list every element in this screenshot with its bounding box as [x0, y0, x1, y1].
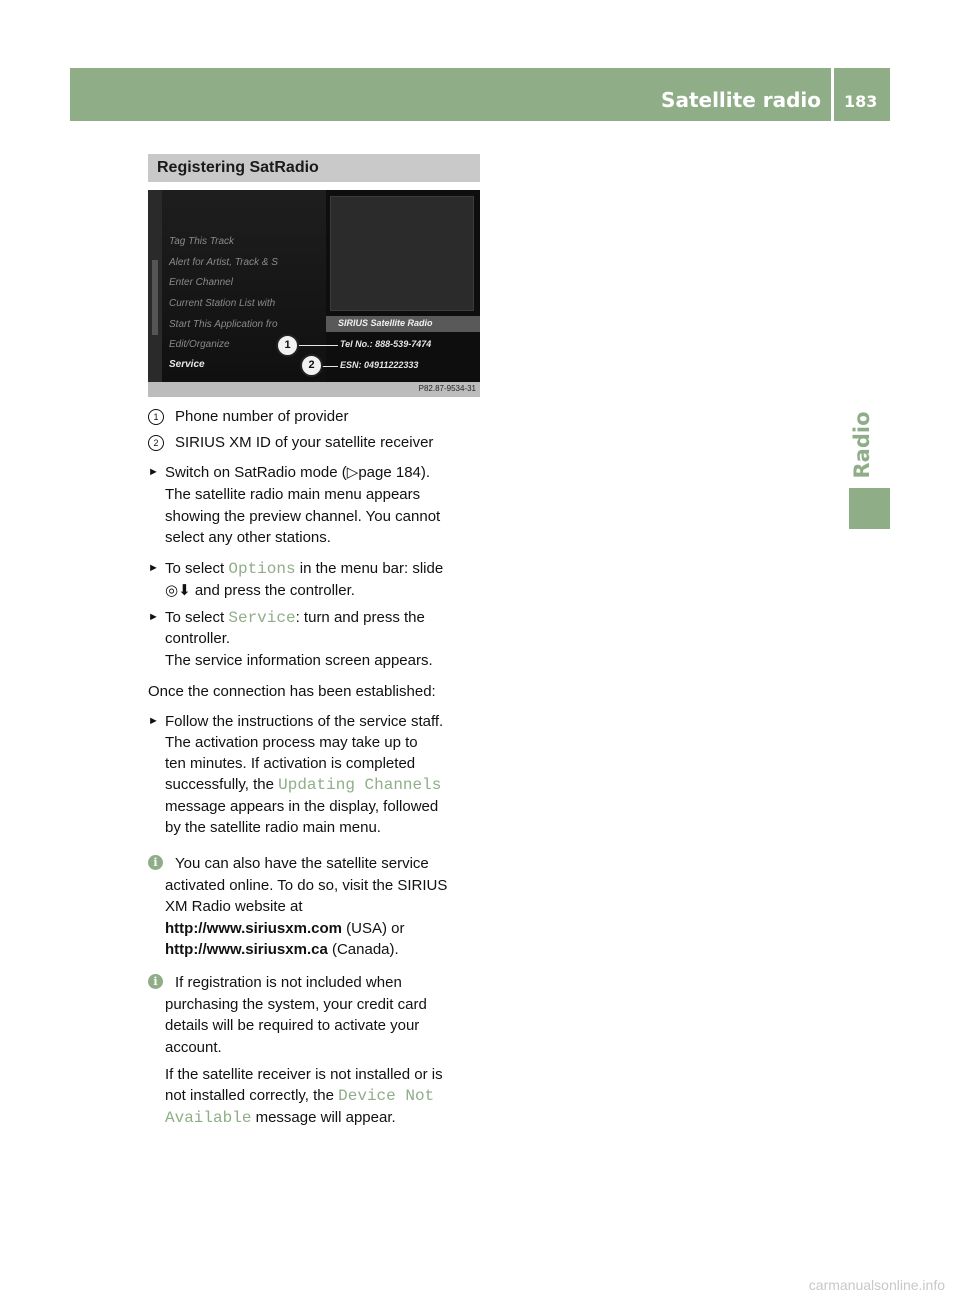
header-divider — [831, 68, 834, 121]
step-1-line-3: showing the preview channel. You cannot — [165, 508, 441, 525]
step-3-text: To select — [165, 609, 229, 626]
siriusxm-usa-link[interactable]: http://www.siriusxm.com — [165, 920, 342, 937]
step-arrow-icon: ► — [148, 611, 159, 623]
step-4-line-3: ten minutes. If activation is completed — [165, 755, 416, 772]
info-1-line-2: activated online. To do so, visit the SIRIUS — [165, 877, 448, 894]
step-4-text: successfully, the — [165, 776, 279, 793]
step-3-text-b: : turn and press the — [295, 609, 425, 626]
info-icon: i — [148, 855, 163, 870]
watermark: carmanualsonline.info — [808, 1277, 945, 1293]
screen-menu-item: Current Station List with — [169, 298, 276, 309]
step-2-text-b: in the menu bar: slide — [295, 560, 444, 577]
screen-menu-item-selected: Service — [169, 359, 205, 370]
info-1-line-5 — [165, 939, 399, 960]
info-2-line-4: account. — [165, 1039, 222, 1056]
legend-mark-2: 2 — [148, 435, 164, 451]
section-title: Registering SatRadio — [157, 159, 319, 176]
page-ref-arrow-icon: ▷ — [346, 464, 359, 481]
info-2-line-3: details will be required to activate your — [165, 1017, 420, 1034]
step-4-line-2: The activation process may take up to — [165, 734, 418, 751]
info-2-text-b: message will appear. — [251, 1109, 396, 1126]
connection-paragraph: Once the connection has been established: — [148, 683, 436, 700]
side-tab-marker — [849, 488, 890, 529]
device-not-term: Device Not — [338, 1087, 435, 1105]
step-1-text: Switch on SatRadio mode ( — [165, 464, 347, 481]
step-2-line-2 — [165, 580, 355, 601]
info-1-text: (USA) or — [341, 920, 405, 937]
screen-scroll-indicator — [152, 260, 158, 335]
info-1-line-3: XM Radio website at — [165, 898, 303, 915]
info-1-text-b: (Canada). — [327, 941, 399, 958]
screen-callout-2: 2 — [300, 354, 323, 377]
step-1-line-1 — [165, 462, 430, 483]
info-icon: i — [148, 974, 163, 989]
step-4-line-4 — [165, 774, 441, 796]
step-4-line-1: Follow the instructions of the service staff. — [165, 713, 444, 730]
info-2-line-1: If registration is not included when — [175, 974, 402, 991]
step-3-line-1 — [165, 607, 425, 629]
screen-menu-item: Alert for Artist, Track & S — [169, 257, 278, 268]
siriusxm-canada-link[interactable]: http://www.siriusxm.ca — [165, 941, 328, 958]
screen-menu-item: Edit/Organize — [169, 339, 230, 350]
page-header-bar — [70, 68, 890, 121]
step-1-line-4: select any other stations. — [165, 529, 331, 546]
side-chapter-label — [842, 410, 882, 480]
step-arrow-icon: ► — [148, 466, 159, 478]
callout-leader-2 — [322, 366, 338, 367]
service-menu-term: Service — [228, 609, 296, 627]
legend-item-2: SIRIUS XM ID of your satellite receiver — [175, 434, 434, 451]
screen-caption-bar — [148, 382, 480, 397]
screen-menu-item: Enter Channel — [169, 277, 233, 288]
updating-channels-term: Updating Channels — [278, 776, 442, 794]
info-1-line-1: You can also have the satellite service — [175, 855, 429, 872]
info-1-line-4 — [165, 918, 404, 939]
step-2-text: To select — [165, 560, 229, 577]
controller-icon: ◎⬇ — [165, 582, 191, 599]
screen-info-title: SIRIUS Satellite Radio — [338, 318, 433, 328]
page-number: 183 — [844, 92, 878, 111]
screen-preview-panel — [330, 196, 474, 311]
step-2-line-1 — [165, 558, 443, 580]
display-screenshot — [148, 190, 480, 397]
step-3-line-2: controller. — [165, 630, 231, 647]
step-1-page-ref[interactable]: page 184). — [358, 464, 431, 481]
figure-id: P82.87-9534-31 — [418, 384, 476, 393]
chapter-title: Satellite radio — [661, 88, 821, 112]
legend-item-1: Phone number of provider — [175, 408, 349, 425]
callout-leader-1 — [298, 345, 338, 346]
screen-tel-number: Tel No.: 888-539-7474 — [340, 339, 432, 349]
step-2-text-c: and press the controller. — [190, 582, 355, 599]
step-4-line-5: message appears in the display, followed — [165, 798, 439, 815]
screen-menu-item: Tag This Track — [169, 236, 235, 247]
screen-menu-item: Start This Application fro — [169, 319, 278, 330]
step-arrow-icon: ► — [148, 715, 159, 727]
info-2-line-5: If the satellite receiver is not installed or is — [165, 1066, 443, 1083]
info-2-line-6 — [165, 1085, 434, 1107]
info-2-line-2: purchasing the system, your credit card — [165, 996, 427, 1013]
legend-mark-1: 1 — [148, 409, 164, 425]
info-2-text: not installed correctly, the — [165, 1087, 339, 1104]
options-menu-term: Options — [228, 560, 296, 578]
screen-esn-number: ESN: 04911222333 — [340, 360, 419, 370]
section-header — [148, 154, 480, 182]
screen-info-header — [326, 316, 480, 332]
step-4-line-6: by the satellite radio main menu. — [165, 819, 381, 836]
step-3-line-3: The service information screen appears. — [165, 652, 433, 669]
info-2-line-7 — [165, 1107, 396, 1129]
step-arrow-icon: ► — [148, 562, 159, 574]
side-chapter-text: Radio — [850, 411, 874, 479]
step-1-line-2: The satellite radio main menu appears — [165, 486, 421, 503]
screen-callout-1: 1 — [276, 334, 299, 357]
available-term: Available — [165, 1109, 252, 1127]
